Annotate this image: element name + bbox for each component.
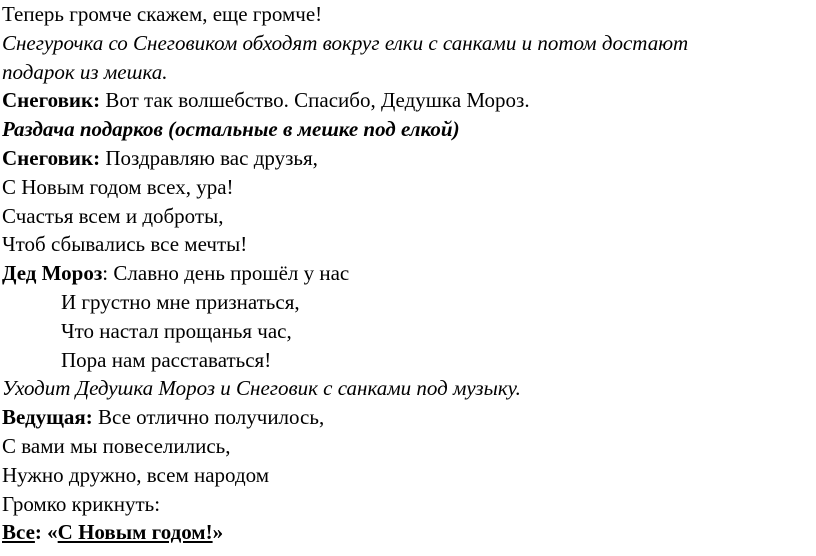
- verse-line-indented: И грустно мне признаться,: [61, 289, 300, 314]
- stage-direction-gifts: Раздача подарков (остальные в мешке под елкой): [2, 117, 460, 142]
- verse-line: С Новым годом всех, ура!: [2, 174, 234, 199]
- stage-direction-line-1b: подарок из мешка.: [2, 59, 168, 84]
- dialogue-text: : Славно день прошёл у нас: [102, 261, 350, 286]
- verse-line: Чтоб сбывались все мечты!: [2, 232, 248, 257]
- verse-line: Громко крикнуть:: [2, 491, 161, 516]
- verse-line: С вами мы повеселились,: [2, 433, 231, 458]
- greeting-text: С Новым годом!: [57, 520, 213, 545]
- stage-direction-exit: Уходит Дедушка Мороз и Снеговик с санками под музыку.: [2, 376, 521, 401]
- colon: :: [34, 520, 48, 545]
- dialogue-line-snowman-2: [2, 144, 816, 173]
- text-line-1: Теперь громче скажем, еще громче!: [2, 2, 323, 26]
- stage-direction-line-1a: Снегурочка со Снеговиком обходят вокруг елки с санками и потом достают: [2, 30, 689, 55]
- speaker-snowman: Снеговик:: [2, 145, 101, 170]
- dialogue-text: Поздравляю вас друзья,: [100, 145, 318, 170]
- dialogue-text: Вот так волшебство. Спасибо, Дедушка Мороз.: [100, 88, 530, 113]
- open-quote: «: [47, 520, 58, 545]
- dialogue-line-host: [2, 403, 816, 432]
- script-document: [2, 0, 816, 547]
- speaker-host: Ведущая:: [2, 405, 93, 430]
- dialogue-line-all: [2, 518, 816, 547]
- verse-line-indented: Что настал прощанья час,: [61, 318, 292, 343]
- speaker-ded-moroz: Дед Мороз: [2, 261, 103, 286]
- close-quote: »: [212, 520, 224, 545]
- speaker-all: Все: [2, 520, 35, 545]
- verse-line: Нужно дружно, всем народом: [2, 462, 270, 487]
- verse-line: Счастья всем и доброты,: [2, 203, 224, 228]
- dialogue-line-snowman-1: [2, 86, 816, 115]
- dialogue-line-ded-moroz: [2, 259, 816, 288]
- verse-line-indented: Пора нам расставаться!: [61, 347, 272, 372]
- dialogue-text: Все отлично получилось,: [92, 405, 325, 430]
- speaker-snowman: Снеговик:: [2, 88, 101, 113]
